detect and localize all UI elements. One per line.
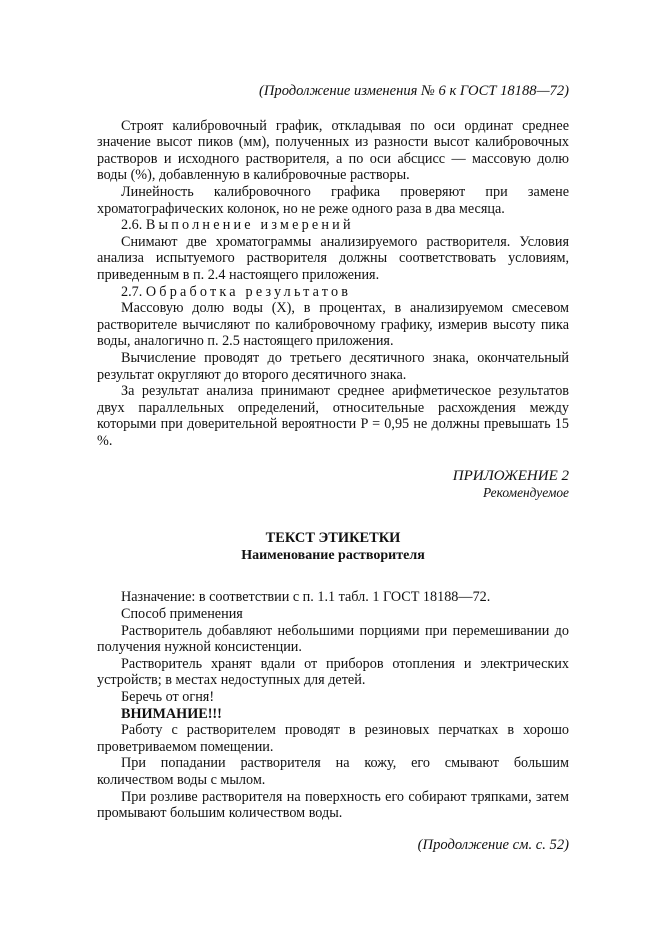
label-gloves: Работу с растворителем проводят в резиновых перчатках в хорошо проветриваемом помещении.: [97, 722, 569, 755]
section-heading-2-6: [97, 217, 569, 234]
label-skin: При попадании растворителя на кожу, его смывают большим количеством воды с мылом.: [97, 755, 569, 788]
paragraph-result: За результат анализа принимают среднее арифметическое результатов двух параллельных определений, относительные расхождения между которыми при доверительной вероятности P = 0,95 не должны превышать 15 %.: [97, 383, 569, 449]
label-method: Способ применения: [121, 606, 243, 623]
appendix-title: ПРИЛОЖЕНИЕ 2: [452, 468, 569, 485]
section-number: 2.6.: [121, 217, 143, 234]
label-purpose: Назначение: в соответствии с п. 1.1 табл. 1 ГОСТ 18188—72.: [121, 589, 491, 606]
label-attention: ВНИМАНИЕ!!!: [121, 705, 222, 722]
label-fire-warning: Беречь от огня!: [121, 689, 215, 706]
label-storage: Растворитель хранят вдали от приборов отопления и электрических устройств; в местах недоступных для детей.: [97, 655, 569, 689]
label-usage: Растворитель добавляют небольшими порциями при перемешивании до получения нужной консистенции.: [97, 622, 569, 656]
document-page: [97, 83, 569, 853]
page-footer: (Продолжение см. с. 52): [417, 836, 569, 853]
section-number: 2.7.: [121, 283, 143, 300]
appendix-subtitle: Рекомендуемое: [482, 485, 569, 501]
paragraph-measurement: Снимают две хроматограммы анализируемого растворителя. Условия анализа испытуемого растворителя должны соответствовать условиям, приведенным в п. 2.4 настоящего приложения.: [97, 233, 569, 283]
section-title: Выполнение измерений: [145, 217, 354, 234]
label-title: ТЕКСТ ЭТИКЕТКИ: [265, 530, 401, 547]
label-spill: При розливе растворителя на поверхность его собирают тряпками, затем промывают большим количеством воды.: [97, 788, 569, 822]
paragraph-linearity: Линейность калибровочного графика проверяют при замене хроматографических колонок, но не реже одного раза в два месяца.: [97, 183, 569, 217]
section-title: Обработка результатов: [145, 283, 352, 300]
paragraph-mass-fraction: Массовую долю воды (X), в процентах, в анализируемом смесевом растворителе вычисляют по калибровочному графику, измерив высоту пика воды, аналогично п. 2.5 настоящего приложения.: [97, 300, 569, 350]
page-header: (Продолжение изменения № 6 к ГОСТ 18188—72): [259, 83, 569, 99]
section-heading-2-7: [97, 284, 569, 301]
paragraph-calibration: Строят калибровочный график, откладывая по оси ординат среднее значение высот пиков (мм), полученных из разности высот калибровочных растворов и исходного растворителя, а по оси абсцисс — массовую долю воды (%), добавленную в калибровочные растворы.: [97, 117, 569, 184]
label-subtitle: Наименование растворителя: [241, 548, 425, 564]
paragraph-calculation: Вычисление проводят до третьего десятичного знака, окончательный результат округляют до второго десятичного знака.: [97, 349, 569, 383]
